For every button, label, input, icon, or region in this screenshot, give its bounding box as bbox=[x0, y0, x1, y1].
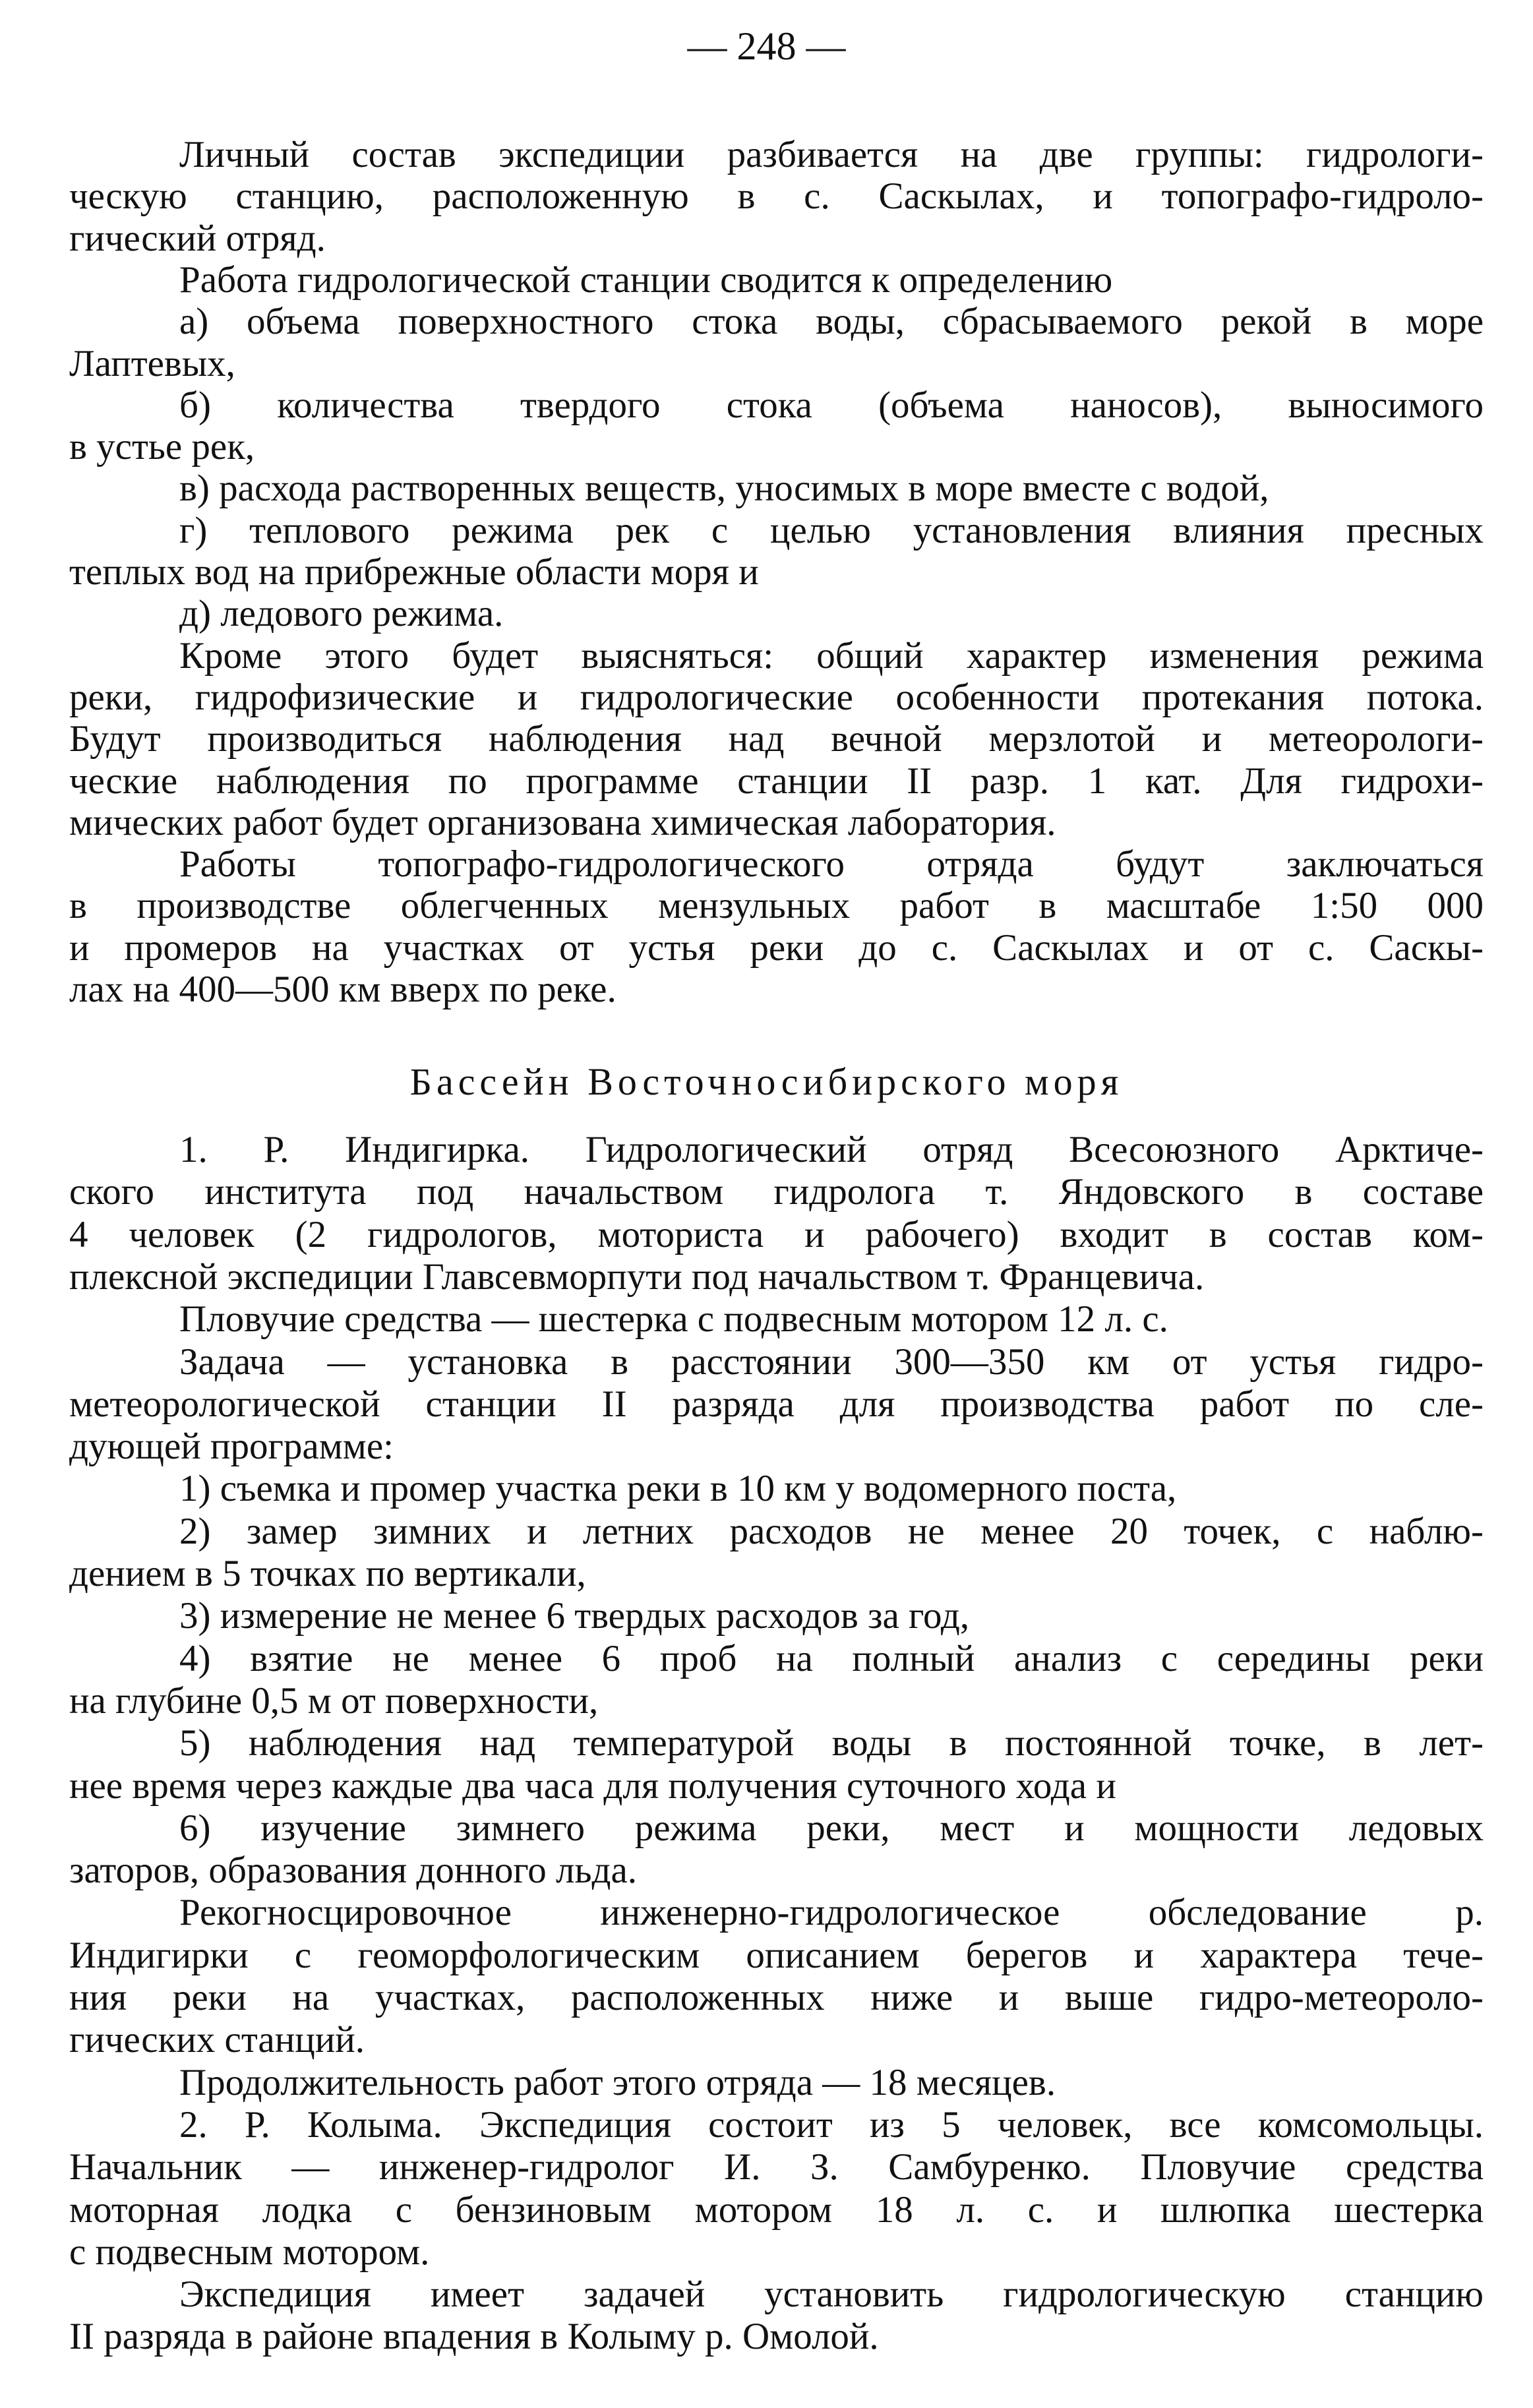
text-line: II разряда в районе впадения в Колыму р. Омолой. bbox=[69, 2316, 879, 2358]
text-line: Личный состав экспедиции разбивается на две группы: гидрологи- bbox=[179, 134, 1484, 175]
text-line: 2. Р. Колыма. Экспедиция состоит из 5 человек, все комсомольцы. bbox=[179, 2103, 1484, 2146]
text-line: метеорологической станции II разряда для производства работ по сле- bbox=[69, 1383, 1484, 1425]
text-line: д) ледового режима. bbox=[179, 593, 504, 635]
text-line: 1) съемка и промер участка реки в 10 км у водомерного поста, bbox=[179, 1468, 1177, 1510]
text-line: моторная лодка с бензиновым мотором 18 л. с. и шлюпка шестерка bbox=[69, 2188, 1484, 2231]
text-line: теплых вод на прибрежные области моря и bbox=[69, 551, 759, 593]
text-line: г) теплового режима рек с целью установления влияния пресных bbox=[179, 509, 1484, 551]
text-line: 4) взятие не менее 6 проб на полный анализ с середины реки bbox=[179, 1637, 1484, 1679]
text-line: Задача — установка в расстоянии 300—350 км от устья гидро- bbox=[179, 1340, 1484, 1383]
text-line: мических работ будет организована химическая лаборатория. bbox=[69, 801, 1056, 843]
text-line: Кроме этого будет выясняться: общий характер изменения режима bbox=[179, 634, 1484, 677]
text-line: 3) измерение не менее 6 твердых расходов за год, bbox=[179, 1595, 970, 1637]
text-line: лах на 400—500 км вверх по реке. bbox=[69, 969, 616, 1010]
text-line: Начальник — инженер-гидролог И. З. Самбуренко. Пловучие средства bbox=[69, 2146, 1484, 2188]
page-number: — 248 — bbox=[687, 24, 846, 68]
text-line: в) расхода растворенных веществ, уносимых в море вместе с водой, bbox=[179, 467, 1269, 510]
text-line: нее время через каждые два часа для получения суточного хода и bbox=[69, 1764, 1116, 1807]
text-line: Индигирки с геоморфологическим описанием берегов и характера тече- bbox=[69, 1934, 1484, 1976]
text-line: дующей программе: bbox=[69, 1426, 394, 1468]
text-line: заторов, образования донного льда. bbox=[69, 1850, 638, 1892]
text-line: 5) наблюдения над температурой воды в постоянной точке, в лет- bbox=[179, 1722, 1484, 1764]
text-line: Рекогносцировочное инженерно-гидрологическое обследование р. bbox=[179, 1892, 1484, 1934]
text-line: в производстве облегченных мензульных работ в масштабе 1:50 000 bbox=[69, 885, 1484, 927]
text-line: 2) замер зимних и летних расходов не менее 20 точек, с наблю- bbox=[179, 1510, 1484, 1552]
section-heading: Бассейн Восточносибирского моря bbox=[409, 1060, 1124, 1103]
text-line: плексной экспедиции Главсевморпути под начальством т. Францевича. bbox=[69, 1255, 1205, 1298]
text-line: Продолжительность работ этого отряда — 18 месяцев. bbox=[179, 2061, 1056, 2103]
text-line: 4 человек (2 гидрологов, моториста и рабочего) входит в состав ком- bbox=[69, 1213, 1484, 1255]
text-line: ческие наблюдения по программе станции II разр. 1 кат. Для гидрохи- bbox=[69, 760, 1484, 802]
text-line: 6) изучение зимнего режима реки, мест и мощности ледовых bbox=[179, 1807, 1484, 1849]
text-line: дением в 5 точках по вертикали, bbox=[69, 1553, 586, 1594]
text-line: а) объема поверхностного стока воды, сбрасываемого рекой в море bbox=[179, 301, 1484, 343]
text-line: с подвесным мотором. bbox=[69, 2231, 430, 2273]
text-line: на глубине 0,5 м от поверхности, bbox=[69, 1679, 599, 1722]
text-line: в устье рек, bbox=[69, 426, 255, 468]
text-line: ского института под начальством гидролога т. Яндовского в составе bbox=[69, 1171, 1484, 1213]
text-line: реки, гидрофизические и гидрологические особенности протекания потока. bbox=[69, 676, 1484, 718]
text-line: гических станций. bbox=[69, 2019, 365, 2061]
text-line: ческую станцию, расположенную в с. Саскылах, и топографо-гидроло- bbox=[69, 175, 1484, 218]
text-line: 1. Р. Индигирка. Гидрологический отряд Всесоюзного Арктиче- bbox=[179, 1129, 1484, 1170]
text-line: гический отряд. bbox=[69, 217, 326, 259]
text-line: Экспедиция имеет задачей установить гидрологическую станцию bbox=[179, 2273, 1484, 2316]
text-line: Работы топографо-гидрологического отряда будут заключаться bbox=[179, 843, 1484, 886]
text-line: Работа гидрологической станции сводится к определению bbox=[179, 258, 1113, 301]
text-line: Будут производиться наблюдения над вечной мерзлотой и метеорологи- bbox=[69, 718, 1484, 760]
text-line: Лаптевых, bbox=[69, 342, 235, 384]
text-line: и промеров на участках от устья реки до с. Саскылах и от с. Саскы- bbox=[69, 926, 1484, 969]
text-line: б) количества твердого стока (объема наносов), выносимого bbox=[179, 384, 1484, 426]
text-line: Пловучие средства — шестерка с подвесным мотором 12 л. с. bbox=[179, 1298, 1168, 1340]
text-line: ния реки на участках, расположенных ниже и выше гидро-метеороло- bbox=[69, 1977, 1484, 2018]
